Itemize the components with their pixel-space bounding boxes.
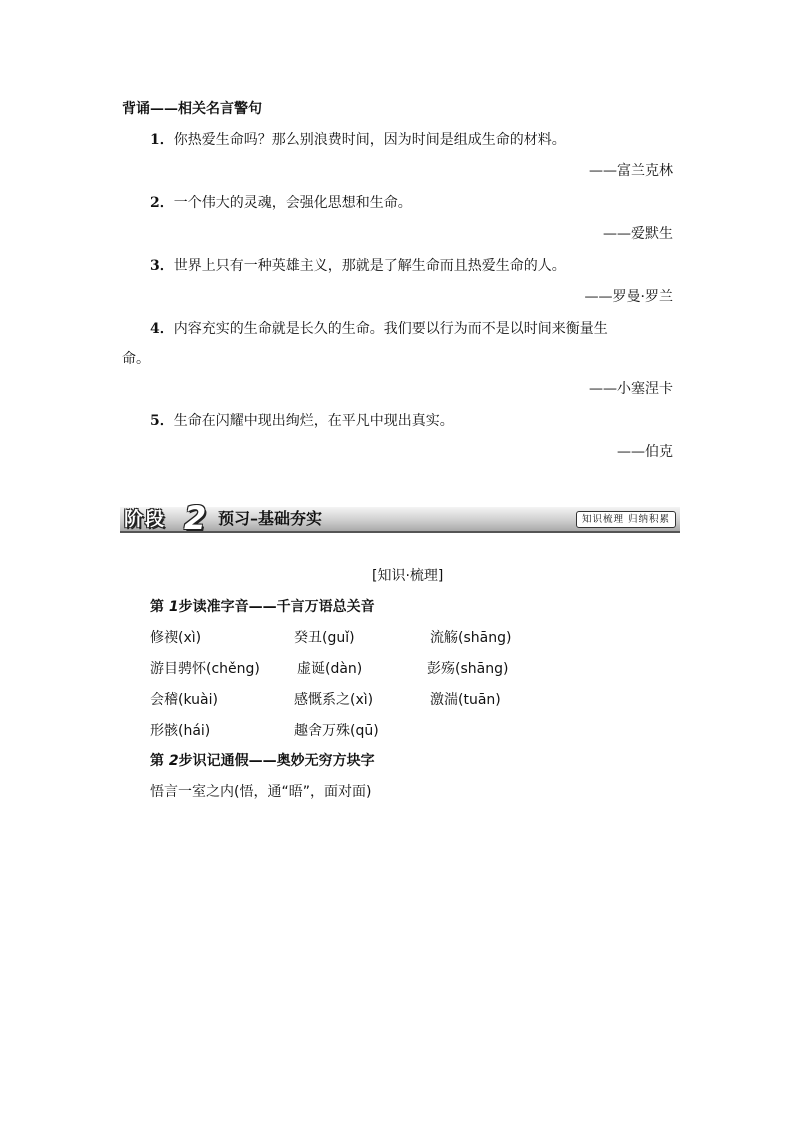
pron-item: 流觞(shāng)	[430, 630, 512, 646]
quote-2	[150, 192, 412, 212]
step-1-heading	[150, 596, 375, 616]
quote-number: 5．	[150, 413, 174, 429]
step-title: 步识记通假——奥妙无穷方块字	[178, 753, 375, 769]
stage-title: 预习–基础夯实	[218, 509, 323, 528]
pron-item: 游目骋怀(chěng)	[150, 661, 260, 677]
quote-1	[150, 129, 566, 149]
quote-number: 2．	[150, 195, 174, 211]
tongjia-item: 悟言一室之内(悟，通“晤”，面对面)	[150, 784, 372, 800]
pron-item: 彭殇(shāng)	[427, 661, 509, 677]
step-title: 步读准字音——千言万语总关音	[178, 599, 375, 615]
quote-author: ——罗曼·罗兰	[584, 289, 673, 305]
quote-number: 4．	[150, 321, 174, 337]
quote-text: 内容充实的生命就是长久的生命。我们要以行为而不是以时间来衡量生	[173, 321, 608, 337]
step-number: 2	[168, 753, 179, 769]
quote-text: 世界上只有一种英雄主义，那就是了解生命而且热爱生命的人。	[173, 258, 566, 274]
pron-item: 感慨系之(xì)	[294, 692, 374, 708]
quote-4	[150, 318, 608, 338]
quote-author: ——富兰克林	[589, 163, 673, 179]
pron-item: 癸丑(guǐ)	[294, 630, 355, 646]
pron-item: 形骸(hái)	[150, 723, 211, 739]
step-prefix: 第	[150, 599, 169, 615]
quote-5	[150, 410, 454, 430]
stage-tag: 知识梳理 归纳积累	[576, 511, 676, 528]
quote-number: 1．	[150, 132, 174, 148]
quote-number: 3．	[150, 258, 174, 274]
quote-4-continuation: 命。	[122, 351, 150, 367]
quote-author: ——小塞涅卡	[589, 381, 673, 397]
step-number: 1	[168, 599, 179, 615]
pron-item: 激湍(tuān)	[430, 692, 501, 708]
step-prefix: 第	[150, 753, 169, 769]
stage-banner	[120, 499, 680, 537]
stage-label: 阶段	[124, 508, 167, 530]
quote-author: ——爱默生	[603, 226, 673, 242]
stage-number: 2	[184, 499, 207, 537]
pron-item: 修禊(xì)	[150, 630, 202, 646]
pron-item: 虚诞(dàn)	[297, 661, 363, 677]
pron-item: 会稽(kuài)	[150, 692, 218, 708]
quote-text: 生命在闪耀中现出绚烂，在平凡中现出真实。	[173, 413, 454, 429]
step-2-heading	[150, 750, 375, 770]
pron-item: 趣舍万殊(qū)	[294, 723, 379, 739]
section-heading: 背诵——相关名言警句	[122, 101, 262, 117]
knowledge-title: [知识·梳理]	[372, 568, 444, 584]
quote-author: ——伯克	[617, 444, 673, 460]
quote-text: 一个伟大的灵魂，会强化思想和生命。	[173, 195, 412, 211]
quote-text: 你热爱生命吗？那么别浪费时间，因为时间是组成生命的材料。	[173, 132, 566, 148]
quote-3	[150, 255, 566, 275]
